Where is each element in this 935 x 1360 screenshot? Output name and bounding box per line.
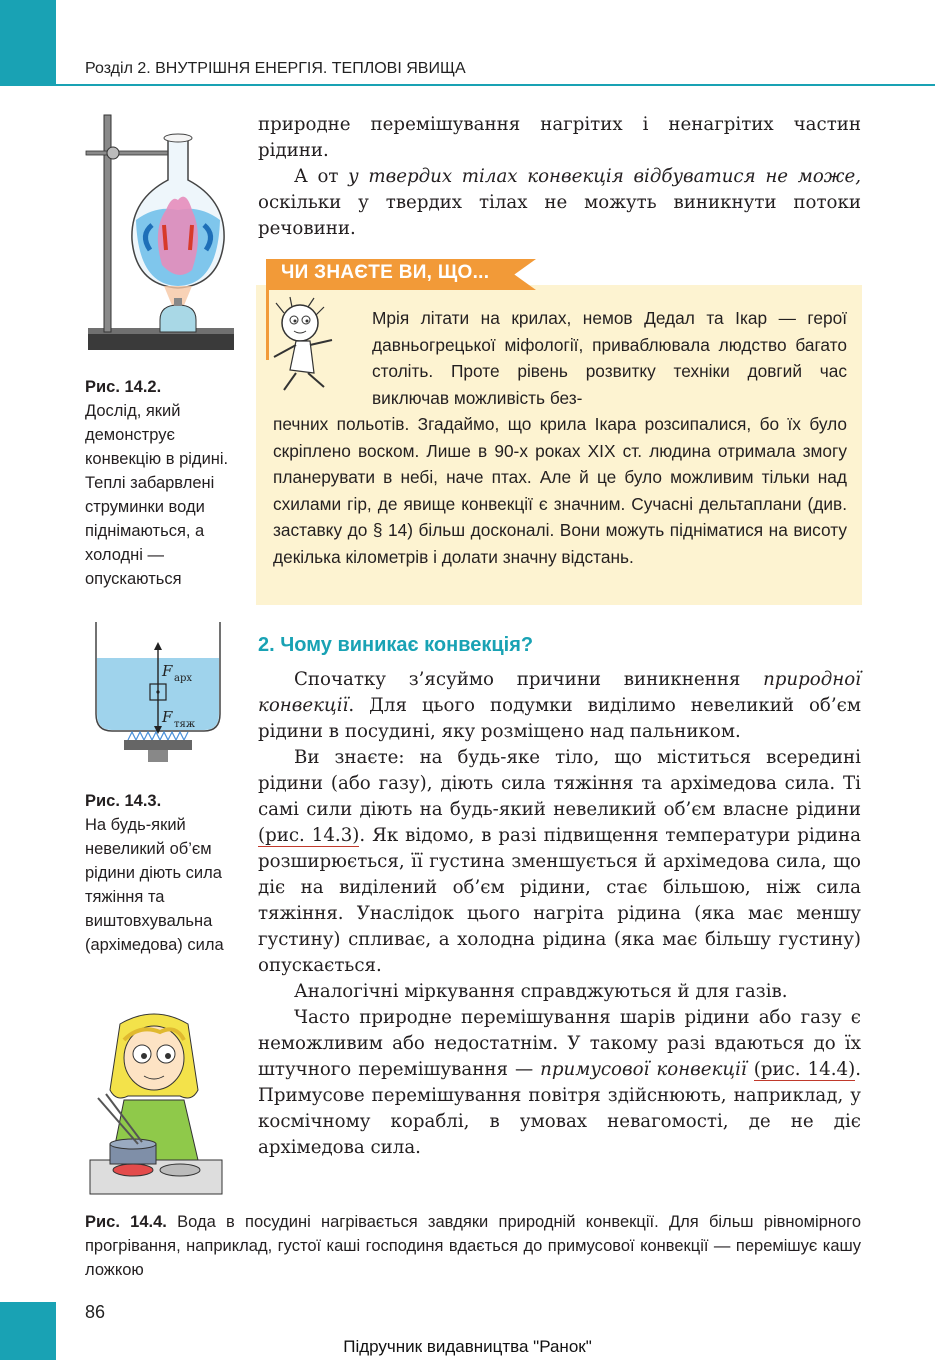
flask-experiment-illustration [80, 110, 240, 360]
figure-14-3-text: На будь-який невеликий об’єм рідини діють сила тяжіння та виштовхувальна (архімедова) сила [85, 816, 224, 954]
figure-14-3-link[interactable]: (рис. 14.3) [258, 825, 360, 846]
figure-14-3-label: Рис. 14.3. [85, 792, 162, 810]
did-you-know-text-2: печних польотів. Згадаймо, що крила Ікара розсипалися, бо їх було скріплено воском. Лише в 90-х роках XIX ст. людина отримала змогу планерувати в небі, наче птах. Але й це було можливим тільки над схилами гір, де явище конвекції є значним. Сучасні дельтаплани (див. заставку до § 14) більш досконалі. Вони можуть підніматися на висоту декілька кілометрів і долати значну відстань. [273, 414, 847, 567]
f-arch-subscript: арх [174, 673, 193, 684]
main-paragraph-1: Спочатку з’ясуймо причини виникнення природної конвекції. Для цього подумки виділимо невеликий об’єм рідини в посудині, яку розміщено над пальником. [258, 669, 861, 742]
main-paragraph-3: Аналогічні міркування справджуються й для газів. [294, 981, 788, 1002]
figure-14-2-caption [85, 375, 245, 591]
figure-14-4-label: Рис. 14.4. [85, 1213, 167, 1231]
main-text [258, 667, 861, 1161]
intro-paragraph: природне перемішування нагрітих і ненагрітих частин рідини. [258, 114, 861, 161]
forced-convection-term: примусової конвекції [540, 1059, 747, 1080]
forces-diagram [88, 618, 228, 766]
did-you-know-title: ЧИ ЗНАЄТЕ ВИ, ЩО... [281, 262, 490, 283]
solids-emphasis: у твердих тілах конвекція відбуватися не може, [348, 166, 861, 187]
figure-14-2-text: Дослід, який демонструє конвекцію в рідині. Теплі забарвлені струминки води піднімаються, а холодні — опускаються [85, 402, 229, 588]
cooking-girl-illustration [80, 1010, 230, 1196]
main-paragraph-2: Ви знаєте: на будь-яке тіло, що міститься всередині рідини (або газу), діють сила тяжіння та архімедова сила. Ті самі сили діють на будь-який невеликий об’єм власне рідини (рис. 14.3). Як відомо, в разі підвищення температури рідина розширюється, її густина зменшується й архімедова сила, що діє на виділений об’єм рідини, стає більшою, ніж сила тяжіння. Унаслідок цього нагріта рідина (яка має меншу густину) спливає, а холодна рідина (яка має більшу густину) опускається. [258, 747, 862, 976]
figure-14-4-caption [85, 1210, 861, 1282]
main-paragraph-4: Часто природне перемішування шарів рідини або газу є неможливим або недостатнім. У такому разі вдаються до їх штучного перемішування — примусової конвекції (рис. 14.4). Примусове перемішування повітря здійснюють, наприклад, у космічному кораблі, в умовах невагомості, де не діє архімедова сила. [258, 1007, 861, 1158]
natural-convection-term: природної конвекції [258, 669, 861, 716]
did-you-know-text-1: Мрія літати на крилах, немов Дедал та Ікар — герої давньогрецької міфології, приваблювала людство багато століть. Проте рівень розвитку техніки довгий час виключав можливість без- [372, 308, 847, 408]
f-arch-symbol: F [162, 662, 173, 680]
chapter-header: Розділ 2. ВНУТРІШНЯ ЕНЕРГІЯ. ТЕПЛОВІ ЯВИЩА [85, 60, 466, 77]
figure-14-3-caption [85, 789, 245, 957]
f-grav-symbol: F [162, 708, 173, 726]
intro-text [258, 112, 861, 242]
figure-14-2-label: Рис. 14.2. [85, 378, 162, 396]
figure-14-4-text: Вода в посудині нагрівається завдяки природній конвекції. Для більш рівномірного прогрівання, наприклад, густої каші господиня вдається до примусової конвекції — перемішує кашу ложкою [85, 1213, 861, 1279]
publisher-footer: Підручник видавництва "Ранок" [343, 1337, 592, 1356]
running-kid-icon [262, 295, 362, 395]
solids-paragraph: А от у твердих тілах конвекція відбуватися не може, оскільки у твердих тілах не можуть виникнути потоки речовини. [258, 166, 861, 239]
header-rule [56, 84, 935, 86]
page-number: 86 [85, 1302, 106, 1322]
figure-14-4-link[interactable]: (рис. 14.4) [753, 1059, 856, 1080]
f-grav-subscript: тяж [174, 719, 196, 730]
chapter-tab-top [0, 0, 56, 86]
section-title: 2. Чому виникає конвекція? [258, 634, 534, 656]
